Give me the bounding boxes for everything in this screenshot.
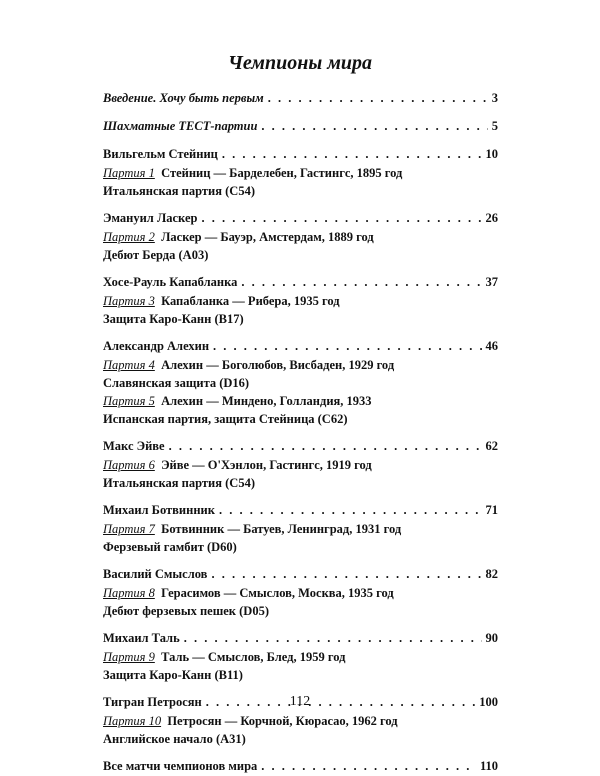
champion-list xyxy=(103,136,498,748)
dot-leader xyxy=(169,436,482,456)
toc-entry-page: 26 xyxy=(485,211,498,225)
dot-leader xyxy=(211,564,481,584)
toc-entry-champion[interactable] xyxy=(103,208,498,228)
champion-name: Михаил Ботвинник xyxy=(103,503,215,517)
game-opening: Дебют Берда (А03) xyxy=(103,248,209,262)
toc-entry-intro[interactable] xyxy=(103,88,498,108)
game-opening: Итальянская партия (С54) xyxy=(103,184,255,198)
game-line xyxy=(103,356,498,374)
game-opening: Ферзевый гамбит (D60) xyxy=(103,540,237,554)
toc-entry-champion[interactable] xyxy=(103,500,498,520)
game-description: Алехин — Боголюбов, Висбаден, 1929 год xyxy=(161,358,395,372)
game-description: Ботвинник — Батуев, Ленинград, 1931 год xyxy=(161,522,402,536)
toc-entry-page: 46 xyxy=(485,339,498,353)
game-label: Партия 2 xyxy=(103,230,155,244)
game-label: Партия 5 xyxy=(103,394,155,408)
champion-name: Василий Смыслов xyxy=(103,567,208,581)
game-line xyxy=(103,228,498,246)
toc-entry-page: 3 xyxy=(491,91,498,105)
toc-entry-champion[interactable] xyxy=(103,628,498,648)
champion-name: Хосе-Рауль Капабланка xyxy=(103,275,238,289)
toc-entry-title: Введение. Хочу быть первым xyxy=(103,91,264,105)
game-opening: Испанская партия, защита Стейница (С62) xyxy=(103,412,348,426)
champion-name: Эмануил Ласкер xyxy=(103,211,198,225)
toc-entry-tests[interactable] xyxy=(103,116,498,136)
game-line xyxy=(103,520,498,538)
game-opening: Дебют ферзевых пешек (D05) xyxy=(103,604,269,618)
game-description: Таль — Смыслов, Блед, 1959 год xyxy=(161,650,346,664)
game-label: Партия 10 xyxy=(103,714,162,728)
page-title: Чемпионы мира xyxy=(227,52,373,74)
game-line xyxy=(103,392,498,410)
game-label: Партия 4 xyxy=(103,358,155,372)
toc-entry-champion[interactable] xyxy=(103,144,498,164)
toc-entry-page: 71 xyxy=(485,503,498,517)
dot-leader xyxy=(268,88,488,108)
dot-leader xyxy=(222,144,482,164)
champion-name: Михаил Таль xyxy=(103,631,180,645)
toc-entry-champion[interactable] xyxy=(103,564,498,584)
toc-entry-page: 10 xyxy=(485,147,498,161)
game-label: Партия 9 xyxy=(103,650,155,664)
game-opening: Славянская защита (D16) xyxy=(103,376,250,390)
toc-entry-page: 5 xyxy=(491,119,498,133)
toc-entry-champion[interactable] xyxy=(103,336,498,356)
dot-leader xyxy=(213,336,481,356)
game-description: Ласкер — Бауэр, Амстердам, 1889 год xyxy=(161,230,374,244)
champion-name: Тигран Петросян xyxy=(103,695,202,709)
game-opening: Защита Каро-Канн (В11) xyxy=(103,668,243,682)
game-description: Стейниц — Барделебен, Гастингс, 1895 год xyxy=(161,166,403,180)
dot-leader xyxy=(241,272,481,292)
page-number: 112 xyxy=(289,694,311,709)
game-description: Алехин — Миндено, Голландия, 1933 xyxy=(161,394,372,408)
game-line xyxy=(103,712,498,730)
game-label: Партия 1 xyxy=(103,166,155,180)
game-opening: Защита Каро-Канн (В17) xyxy=(103,312,244,326)
toc-entry-all-matches[interactable] xyxy=(103,756,498,776)
toc-entry-page: 90 xyxy=(485,631,498,645)
dot-leader xyxy=(219,500,482,520)
champion-name: Александр Алехин xyxy=(103,339,210,353)
toc-entry-page: 62 xyxy=(485,439,498,453)
game-description: Эйве — О'Хэнлон, Гастингс, 1919 год xyxy=(161,458,372,472)
champion-name: Макс Эйве xyxy=(103,439,165,453)
dot-leader xyxy=(201,208,481,228)
dot-leader xyxy=(261,116,487,136)
dot-leader xyxy=(184,628,482,648)
game-description: Петросян — Корчной, Кюрасао, 1962 год xyxy=(167,714,398,728)
game-opening: Английское начало (А31) xyxy=(103,732,246,746)
toc-entry-champion[interactable] xyxy=(103,436,498,456)
game-line xyxy=(103,648,498,666)
toc-entry-title: Все матчи чемпионов мира xyxy=(103,759,258,773)
game-opening: Итальянская партия (С54) xyxy=(103,476,255,490)
game-label: Партия 7 xyxy=(103,522,155,536)
game-label: Партия 8 xyxy=(103,586,155,600)
game-line xyxy=(103,164,498,182)
game-line xyxy=(103,584,498,602)
game-line xyxy=(103,456,498,474)
game-description: Герасимов — Смыслов, Москва, 1935 год xyxy=(161,586,394,600)
champion-name: Вильгельм Стейниц xyxy=(103,147,218,161)
table-of-contents xyxy=(103,88,498,776)
toc-entry-page: 37 xyxy=(485,275,498,289)
game-label: Партия 3 xyxy=(103,294,155,308)
toc-entry-champion[interactable] xyxy=(103,272,498,292)
toc-entry-title: Шахматные ТЕСТ-партии xyxy=(103,119,258,133)
game-line xyxy=(103,292,498,310)
game-description: Капабланка — Рибера, 1935 год xyxy=(161,294,340,308)
toc-entry-page: 100 xyxy=(479,695,498,709)
toc-entry-page: 110 xyxy=(479,759,498,773)
toc-entry-page: 82 xyxy=(485,567,498,581)
game-label: Партия 6 xyxy=(103,458,155,472)
dot-leader xyxy=(261,756,476,776)
